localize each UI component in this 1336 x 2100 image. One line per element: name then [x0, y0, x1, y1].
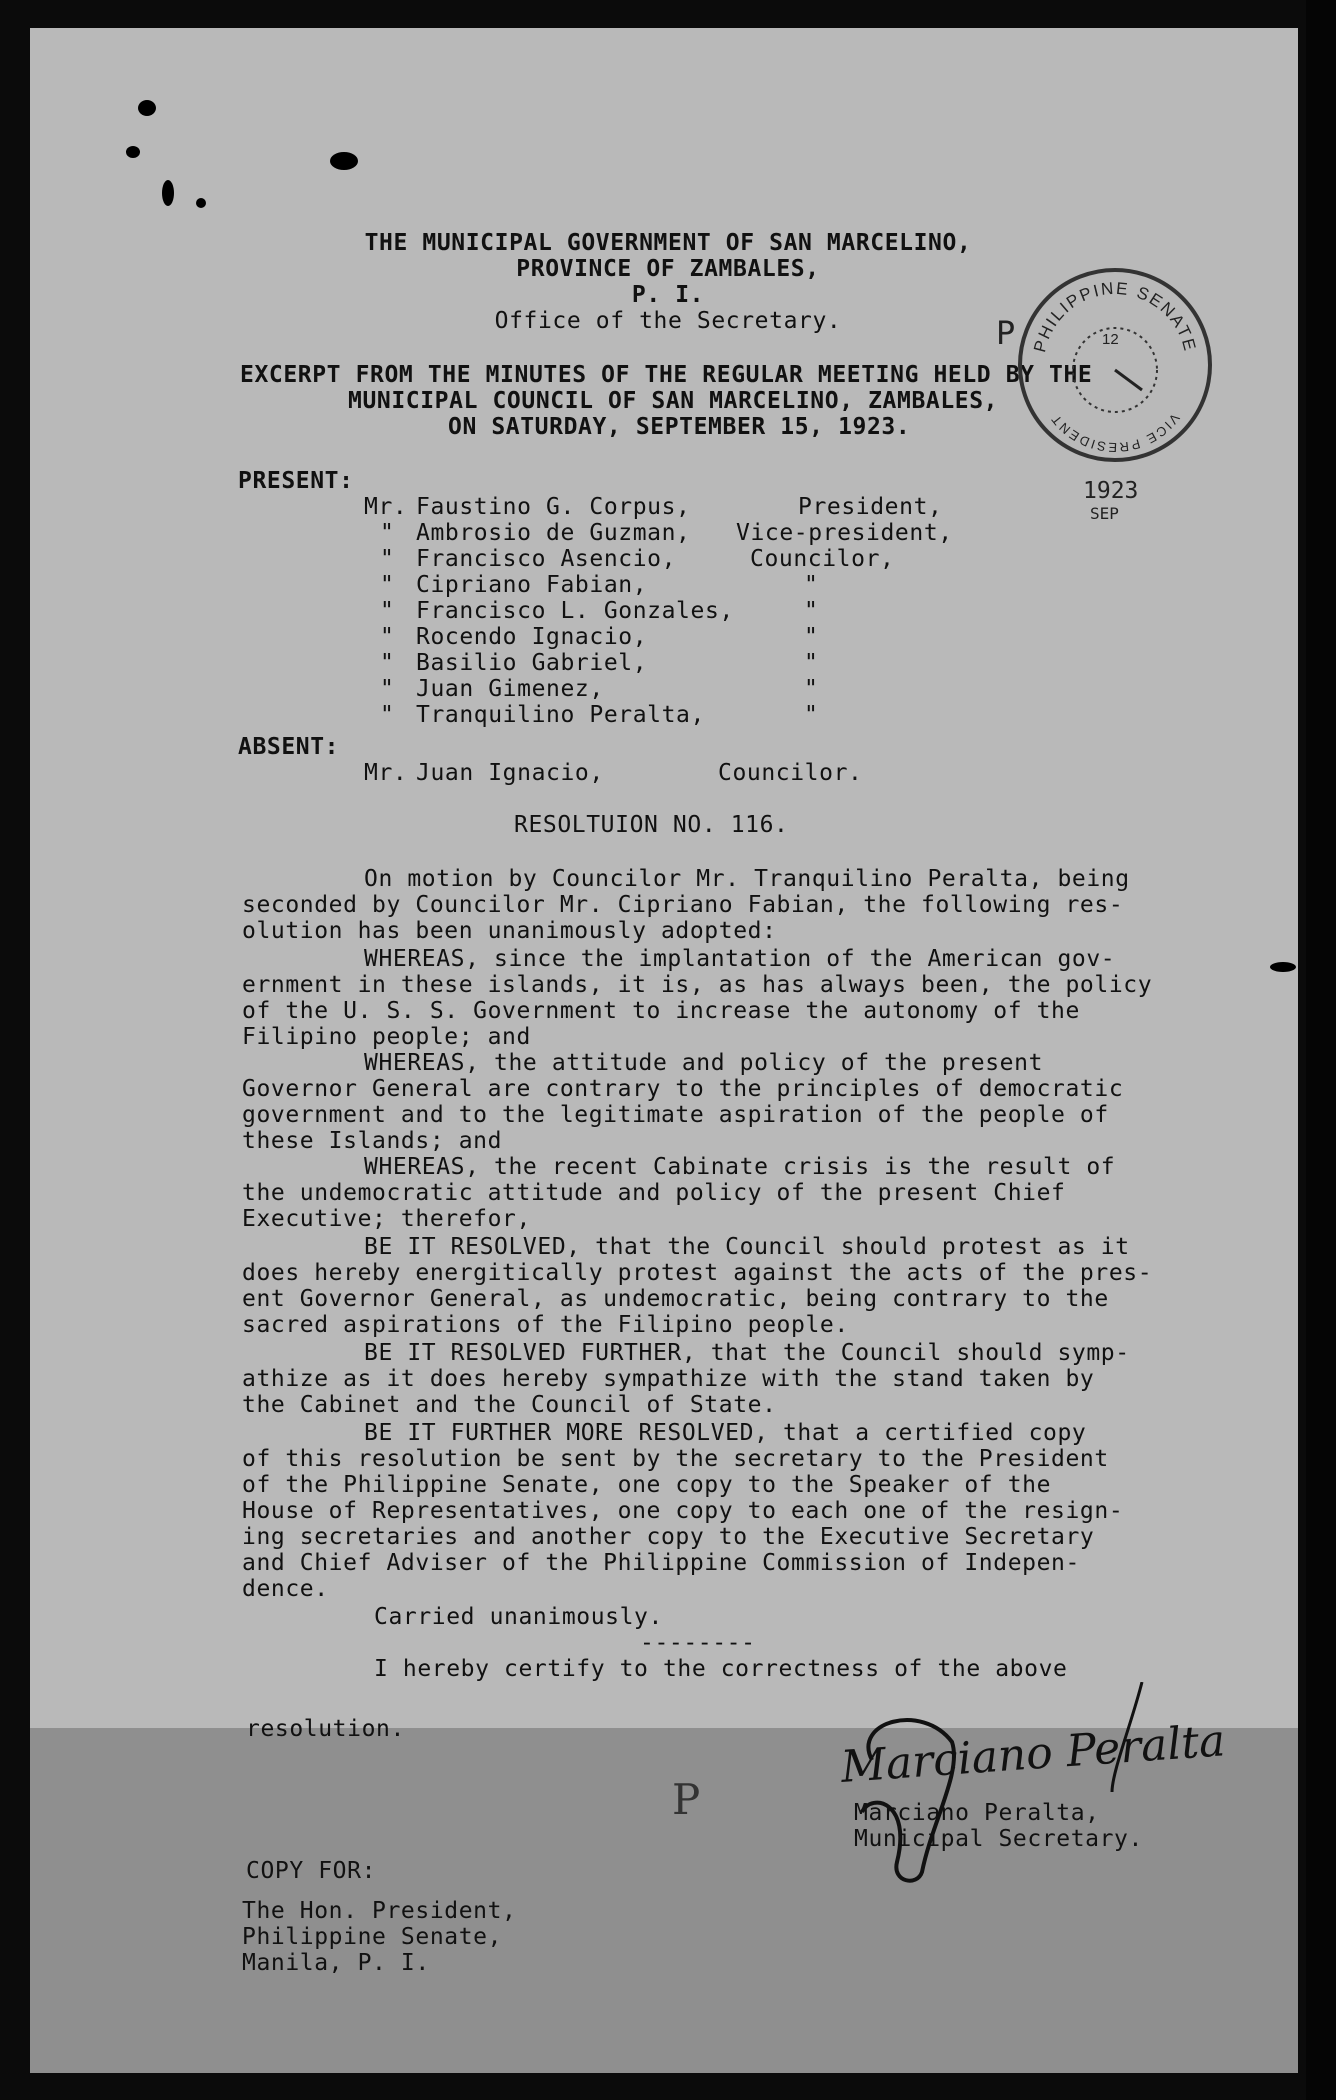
body-line: WHEREAS, the recent Cabinate crisis is the result of: [364, 1154, 1116, 1180]
attendee-prefix: ": [380, 546, 395, 572]
stamp-top-text: PHILIPPINE SENATE: [1030, 278, 1200, 355]
copy-for-label: COPY FOR:: [246, 1858, 377, 1884]
body-line: athize as it does hereby sympathize with the stand taken by: [242, 1366, 1095, 1392]
attendee-prefix: ": [380, 572, 395, 598]
ink-blot: [1270, 962, 1296, 972]
attendee-role: Councilor,: [750, 546, 895, 572]
copy-for-line: Philippine Senate,: [242, 1924, 503, 1950]
attendee-name: Francisco Asencio,: [416, 546, 677, 572]
stamp-letter: P: [996, 314, 1016, 352]
body-line: ing secretaries and another copy to the Executive Secretary: [242, 1524, 1095, 1550]
attendee-name: Francisco L. Gonzales,: [416, 598, 734, 624]
body-line: ernment in these islands, it is, as has always been, the policy: [242, 972, 1153, 998]
attendee-role: ": [804, 572, 819, 598]
stamp-bottom-text: VICE PRESIDENT: [1047, 410, 1183, 456]
certification-line: resolution.: [246, 1716, 405, 1742]
body-line: dence.: [242, 1576, 329, 1602]
attendee-prefix: ": [380, 702, 395, 728]
body-line: of the Philippine Senate, one copy to the Speaker of the: [242, 1472, 1052, 1498]
signature-text: Marciano Peralta: [839, 1715, 1227, 1793]
stamp-month: SEP: [1090, 504, 1119, 523]
excerpt-line-2: MUNICIPAL COUNCIL OF SAN MARCELINO, ZAMBALES,: [348, 388, 999, 414]
separator: --------: [640, 1630, 756, 1656]
ink-blot: [126, 146, 140, 158]
body-line: House of Representatives, one copy to each one of the resign-: [242, 1498, 1124, 1524]
body-line: ent Governor General, as undemocratic, being contrary to the: [242, 1286, 1109, 1312]
attendee-role: ": [804, 676, 819, 702]
body-line: the undemocratic attitude and policy of the present Chief: [242, 1180, 1066, 1206]
present-label: PRESENT:: [238, 468, 354, 494]
svg-text:VICE PRESIDENT: [1047, 411, 1182, 455]
attendee-name: Faustino G. Corpus,: [416, 494, 691, 520]
signature-svg: [812, 1682, 1242, 1892]
attendee-name: Ambrosio de Guzman,: [416, 520, 691, 546]
attendee-role: ": [804, 624, 819, 650]
absent-name: Juan Ignacio,: [416, 760, 604, 786]
ink-blot: [162, 180, 174, 206]
excerpt-line-3: ON SATURDAY, SEPTEMBER 15, 1923.: [448, 414, 911, 440]
header-government: THE MUNICIPAL GOVERNMENT OF SAN MARCELINO,: [364, 230, 972, 256]
attendee-role: Vice-president,: [736, 520, 953, 546]
attendee-name: Basilio Gabriel,: [416, 650, 648, 676]
absent-role: Councilor.: [718, 760, 863, 786]
attendee-name: Tranquilino Peralta,: [416, 702, 705, 728]
absent-prefix: Mr.: [364, 760, 408, 786]
attendee-prefix: ": [380, 676, 395, 702]
header-province: PROVINCE OF ZAMBALES,: [516, 256, 820, 282]
attendee-name: Rocendo Ignacio,: [416, 624, 648, 650]
ink-blot: [330, 152, 358, 170]
body-line: WHEREAS, the attitude and policy of the present: [364, 1050, 1044, 1076]
body-line: of this resolution be sent by the secretary to the President: [242, 1446, 1109, 1472]
excerpt-line-1: EXCERPT FROM THE MINUTES OF THE REGULAR MEETING HELD BY THE: [240, 362, 1093, 388]
stamp-day: 12: [1102, 331, 1119, 348]
header-office: Office of the Secretary.: [494, 308, 842, 334]
body-line: seconded by Councilor Mr. Cipriano Fabian, the following res-: [242, 892, 1124, 918]
resolution-title: RESOLTUION NO. 116.: [514, 812, 789, 838]
attendee-role: ": [804, 598, 819, 624]
attendee-prefix: ": [380, 624, 395, 650]
attendee-prefix: Mr.: [364, 494, 408, 520]
body-line: BE IT RESOLVED FURTHER, that the Council should symp-: [364, 1340, 1130, 1366]
body-line: On motion by Councilor Mr. Tranquilino Peralta, being: [364, 866, 1130, 892]
copy-for-line: The Hon. President,: [242, 1898, 517, 1924]
header-pi: P. I.: [631, 282, 705, 308]
stamp-year: 1923: [1083, 478, 1139, 504]
ink-blot: [138, 100, 156, 116]
stamp-clock-hand: [1115, 370, 1142, 390]
received-stamp: [1018, 268, 1212, 462]
attendee-name: Cipriano Fabian,: [416, 572, 648, 598]
body-line: government and to the legitimate aspiration of the people of: [242, 1102, 1109, 1128]
signatory-title: Municipal Secretary.: [854, 1826, 1143, 1852]
body-line: does hereby energitically protest against the acts of the pres-: [242, 1260, 1153, 1286]
body-line: these Islands; and: [242, 1128, 503, 1154]
attendee-role: President,: [798, 494, 943, 520]
signatory-name: Marciano Peralta,: [854, 1800, 1100, 1826]
attendee-prefix: ": [380, 520, 395, 546]
carried-unanimously: Carried unanimously.: [374, 1604, 663, 1630]
certification-line: I hereby certify to the correctness of the above: [374, 1656, 1068, 1682]
signature-scrawl: [812, 1682, 1242, 1896]
body-line: BE IT FURTHER MORE RESOLVED, that a certified copy: [364, 1420, 1087, 1446]
attendee-prefix: ": [380, 650, 395, 676]
copy-for-line: Manila, P. I.: [242, 1950, 430, 1976]
body-line: and Chief Adviser of the Philippine Commission of Indepen-: [242, 1550, 1080, 1576]
body-line: Governor General are contrary to the principles of democratic: [242, 1076, 1124, 1102]
margin-mark: P: [672, 1775, 701, 1824]
body-line: Filipino people; and: [242, 1024, 531, 1050]
body-line: sacred aspirations of the Filipino people.: [242, 1312, 849, 1338]
body-line: olution has been unanimously adopted:: [242, 918, 777, 944]
body-line: Executive; therefor,: [242, 1206, 531, 1232]
attendee-role: ": [804, 650, 819, 676]
attendee-prefix: ": [380, 598, 395, 624]
attendee-role: ": [804, 702, 819, 728]
body-line: of the U. S. S. Government to increase the autonomy of the: [242, 998, 1080, 1024]
absent-label: ABSENT:: [238, 734, 340, 760]
body-line: the Cabinet and the Council of State.: [242, 1392, 777, 1418]
attendee-name: Juan Gimenez,: [416, 676, 604, 702]
body-line: WHEREAS, since the implantation of the American gov-: [364, 946, 1116, 972]
stamp-ring: [1022, 272, 1208, 458]
ink-blot: [196, 198, 206, 208]
body-line: BE IT RESOLVED, that the Council should protest as it: [364, 1234, 1130, 1260]
